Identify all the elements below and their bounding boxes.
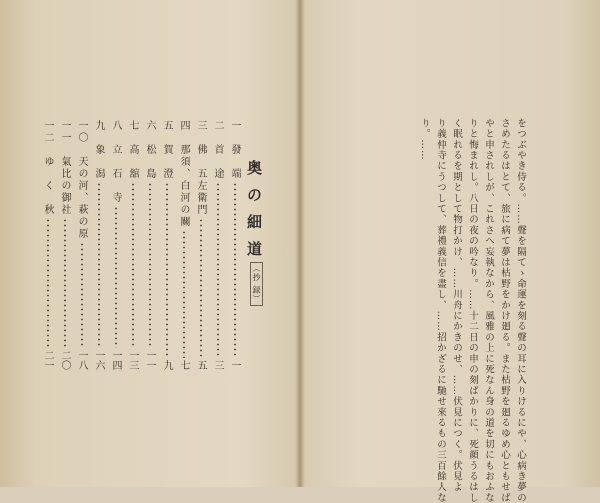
text-column: り。…… [419,118,430,161]
toc-entry-label: 四 那須、白河の關 [178,120,189,228]
toc-entry-page: 三 [212,360,223,370]
text-column: さめたるはとて、旅に病て夢は枯野をかけ廻る。また枯野を廻るゆめ心ともせば [499,118,510,503]
toc-entry-label: 六 松 島 [144,120,155,180]
toc-leader-dots [217,182,219,358]
toc-entry-label: 二 首 途 [212,120,223,180]
toc-entry [126,120,139,370]
toc-title: 奥の細道 [245,160,263,268]
toc-entry [92,120,105,370]
toc-entry-page: 二〇 [59,350,70,370]
toc-entry-label: 一〇 天の河、萩の原 [76,120,87,240]
text-column: りと悔まれし。八日の夜の吟なり。……十二日の申の刻ばかりに、死顔うるはし [467,118,478,503]
toc-leader-dots [234,182,236,358]
toc-leader-dots [200,218,202,358]
toc-entry [228,120,241,370]
toc-entry-label: 一一 氣比の御社 [59,120,70,216]
toc-entry-page: 一一 [144,350,155,370]
toc-entry-page: 一三 [127,350,138,370]
toc-leader-dots [47,218,49,348]
toc-subtitle: （抄 録） [252,264,261,304]
toc-leader-dots [183,230,185,358]
toc-leader-dots [149,182,151,348]
toc-entry-label: 五 賀 澄 [161,120,172,180]
text-column: やと申されしが、これさへ妄執なから、風雅の上に死なん身の道を切にもおふな [483,118,494,503]
toc-entry-label: 八 立 石 寺 [110,120,121,204]
toc-entry-label: 一 發 端 [229,120,240,180]
text-column: をつぶやき侍る。……聲を隔てゝ命運を刻る聲の耳に入りけるにや、心病き夢の [515,118,526,503]
toc-entry [177,120,190,370]
toc-entry-page: 五 [195,360,206,370]
toc-leader-dots [115,206,117,348]
toc-entry [143,120,156,370]
toc-entry [58,120,71,370]
toc-entry [41,120,54,370]
toc-leader-dots [98,182,100,348]
toc-entry-page: 一四 [110,350,121,370]
toc-entry-page: 一 [229,360,240,370]
toc-entry-page: 二一 [42,350,53,370]
toc-entry-page: 一八 [76,350,87,370]
toc-entry [160,120,173,370]
toc-leader-dots [81,242,83,348]
toc-entry [75,120,88,370]
toc-entry [194,120,207,370]
toc-entry-label: 七 高 舘 [127,120,138,180]
book-gutter [296,0,304,487]
text-column: く眠れるを期として物打かけ、……川舟にかきのせ、……伏見につく。伏見よ [451,118,462,493]
toc-entry [109,120,122,370]
toc-leader-dots [132,182,134,348]
toc-entry-label: 九 象 潟 [93,120,104,180]
toc-leader-dots [166,182,168,358]
toc-entry-label: 三 佛 五左衛門 [195,120,206,216]
toc-entry-page: 一六 [93,350,104,370]
toc-entry-page: 七 [178,360,189,370]
toc-leader-dots [64,218,66,348]
toc-entry-label: 一二 ゆ く 秋 [42,120,53,216]
text-column: り義仲寺にうつして、葬禮義信を盡し、……招かざるに馳せ來るもの三百餘人な [435,118,446,503]
toc-entry [211,120,224,370]
toc-entry-page: 九 [161,360,172,370]
